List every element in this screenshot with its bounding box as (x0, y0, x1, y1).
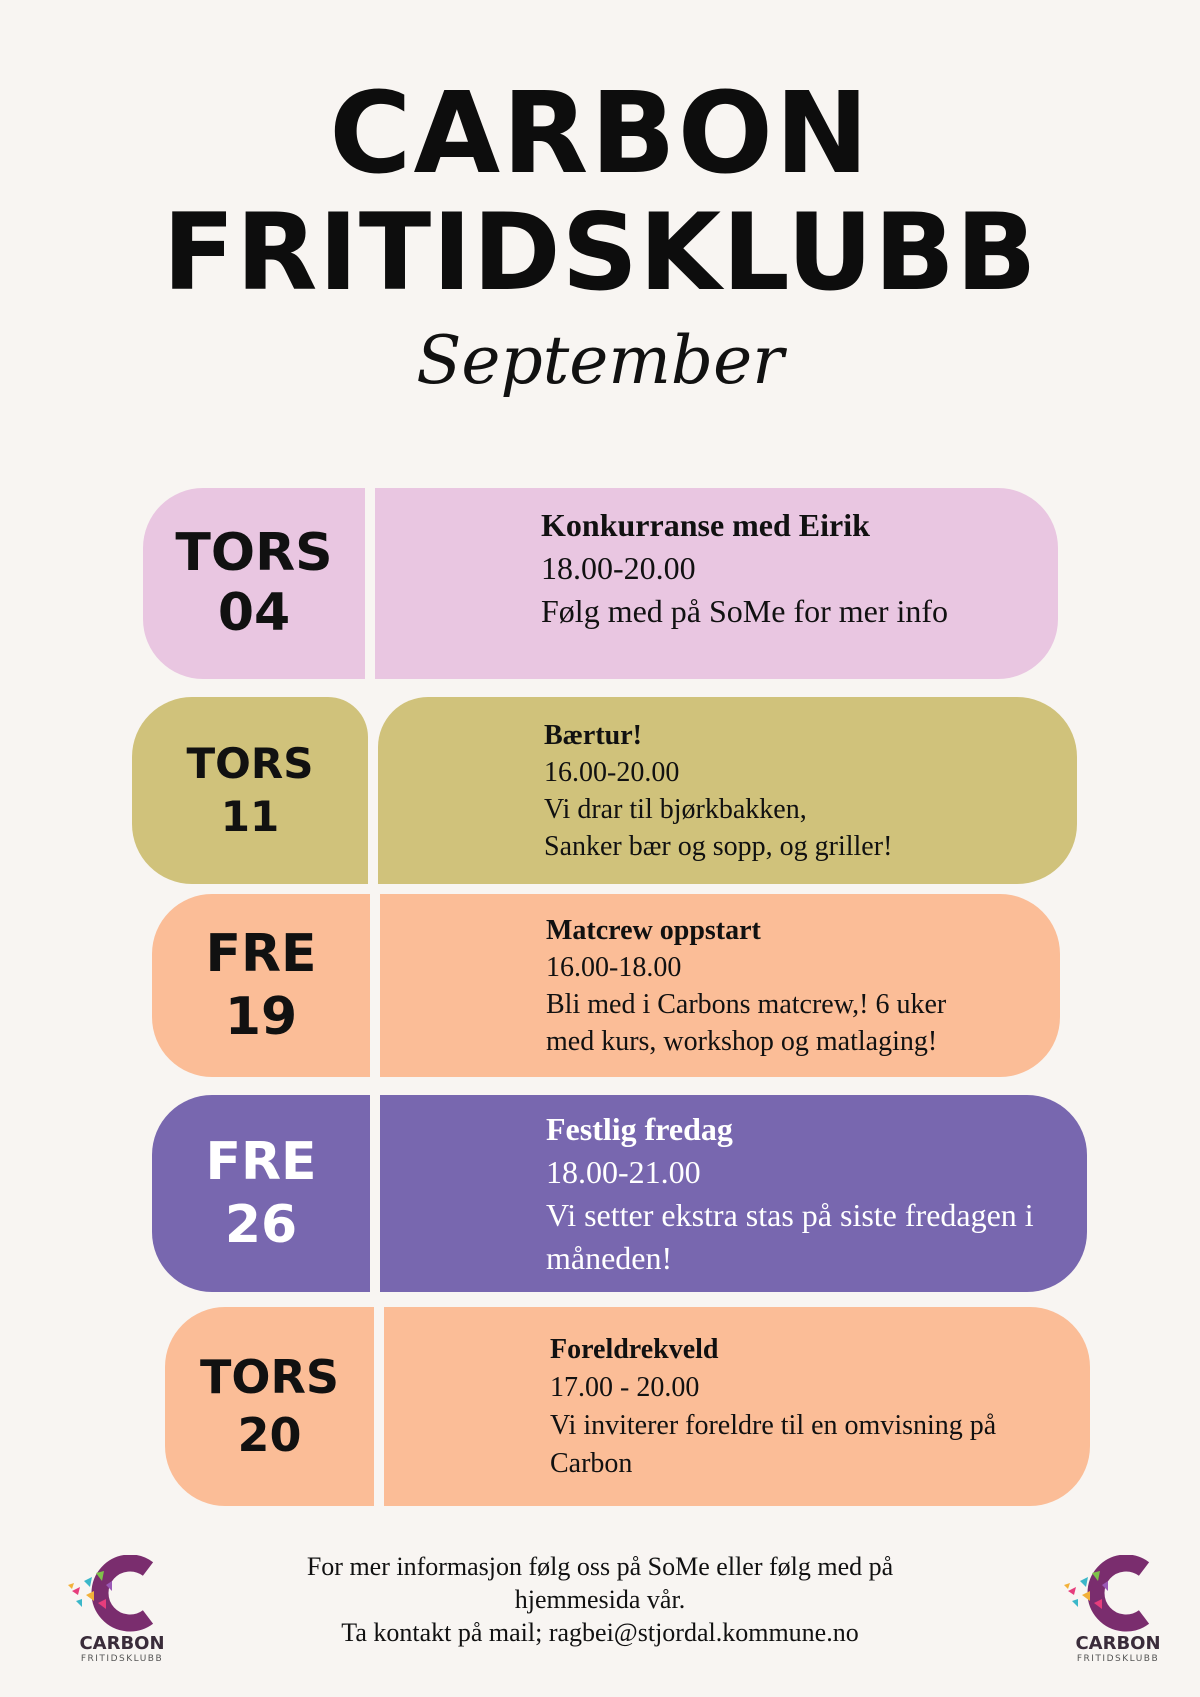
event-time: 18.00-20.00 (541, 550, 696, 586)
event-description: med kurs, workshop og matlaging! (546, 1025, 938, 1057)
event-day: FRE (205, 924, 317, 985)
footer-contact: Ta kontakt på mail; ragbei@stjordal.kommune.no (341, 1618, 859, 1647)
month-subtitle: September (416, 322, 784, 399)
logo-subtitle: FRITIDSKLUBB (1076, 1654, 1160, 1664)
event-time: 16.00-20.00 (544, 756, 680, 788)
event-time: 16.00-18.00 (546, 951, 682, 983)
carbon-logo-left (62, 1555, 182, 1675)
footer-info (250, 1550, 950, 1649)
event-info (380, 1095, 1087, 1292)
event-description: Bli med i Carbons matcrew,! 6 uker (546, 988, 947, 1020)
event-description: Sanker bær og sopp, og griller! (544, 830, 893, 862)
event-title: Bærtur! (544, 719, 642, 751)
event-description: Vi setter ekstra stas på siste fredagen i (546, 1196, 1034, 1233)
event-card (132, 697, 1077, 884)
event-day-number: 20 (237, 1407, 302, 1462)
logo-name: CARBON (1075, 1633, 1161, 1654)
footer-line: hjemmesida vår. (514, 1585, 686, 1614)
logo-subtitle: FRITIDSKLUBB (80, 1654, 164, 1664)
title-line-1: CARBON (329, 69, 871, 199)
event-info (375, 488, 1058, 679)
event-info (380, 894, 1060, 1077)
event-time: 18.00-21.00 (546, 1153, 701, 1190)
event-day-number: 19 (224, 986, 298, 1047)
event-description: Vi inviterer foreldre til en omvisning på (550, 1409, 997, 1441)
event-description: Følg med på SoMe for mer info (541, 593, 949, 629)
logo-name: CARBON (79, 1633, 165, 1654)
carbon-logo-right (1058, 1555, 1178, 1675)
event-title: Festlig fredag (546, 1110, 733, 1147)
event-description: måneden! (546, 1239, 673, 1276)
event-date (152, 894, 370, 1077)
event-card (165, 1307, 1090, 1506)
title-line-2: FRITIDSKLUBB (162, 191, 1038, 314)
event-day-number: 11 (220, 791, 280, 841)
event-card (152, 894, 1060, 1077)
event-date (143, 488, 365, 679)
event-date (165, 1307, 374, 1506)
event-time: 17.00 - 20.00 (550, 1371, 700, 1403)
event-day-number: 26 (224, 1194, 298, 1255)
carbon-c-logo-icon (1058, 1555, 1178, 1635)
event-day: TORS (175, 522, 333, 583)
event-card (152, 1095, 1087, 1292)
event-info (384, 1307, 1090, 1506)
event-description: Vi drar til bjørkbakken, (544, 793, 807, 825)
event-title: Foreldrekveld (550, 1333, 719, 1365)
event-day: FRE (205, 1132, 317, 1193)
event-title: Matcrew oppstart (546, 914, 761, 946)
footer-line: For mer informasjon følg oss på SoMe eller følg med på (306, 1552, 894, 1581)
event-day-number: 04 (217, 582, 291, 643)
event-description: Carbon (550, 1447, 633, 1479)
event-card (143, 488, 1058, 679)
event-title: Konkurranse med Eirik (541, 507, 870, 543)
event-day: TORS (199, 1350, 340, 1404)
carbon-c-logo-icon (62, 1555, 182, 1635)
event-date (152, 1095, 370, 1292)
event-day: TORS (186, 739, 314, 788)
event-info (378, 697, 1077, 884)
event-date (132, 697, 368, 884)
